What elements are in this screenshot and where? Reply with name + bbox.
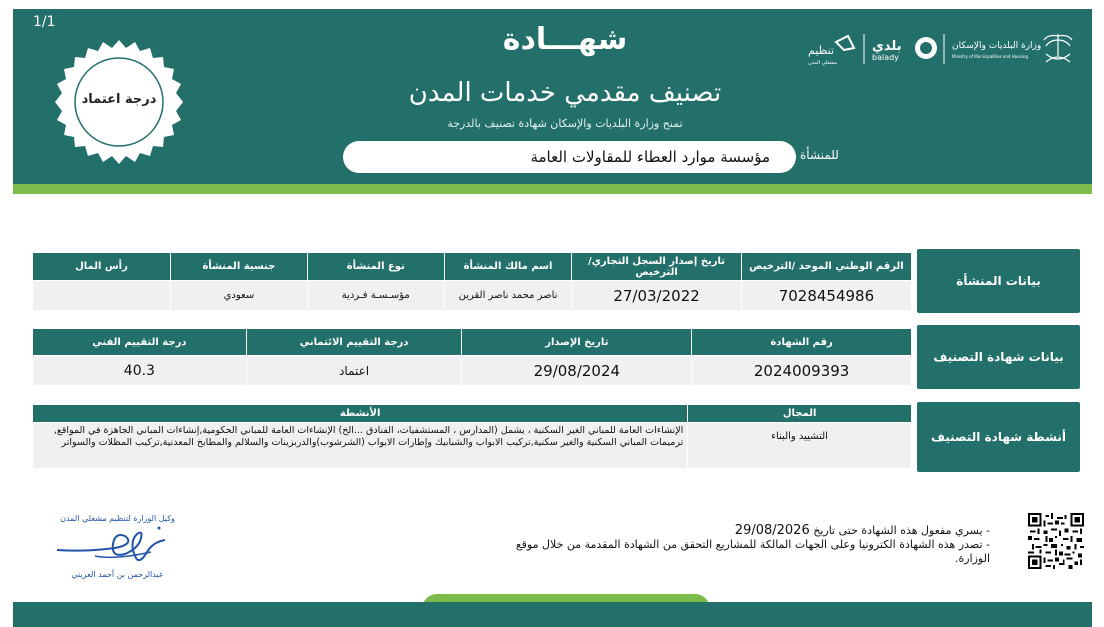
qr-code-icon[interactable]	[1027, 513, 1085, 569]
validity-line	[500, 524, 990, 538]
certificate-subtitle: تصنيف مقدمي خدمات المدن	[408, 78, 722, 108]
header-cr-date: تاريخ إصدار السجل التجاري/ الترخيص	[572, 253, 742, 281]
value-national-number: 7028454986	[741, 281, 911, 311]
balady-logo-subtext: balady	[872, 53, 899, 62]
header-facility-type: نوع المنشأة	[307, 253, 444, 281]
value-facility-type: مؤسـسـة فـردية	[307, 281, 444, 311]
header-facility-nationality: جنسية المنشأة	[170, 253, 307, 281]
header-certificate-number: رقم الشهادة	[692, 329, 912, 356]
header-owner-name: اسم مالك المنشأة	[444, 253, 572, 281]
entity-label: للمنشأة	[800, 148, 839, 162]
seal-label: درجة اعتماد	[81, 92, 157, 107]
signatory-name: عبدالرحمن بن أحمد العريني	[71, 570, 164, 579]
ministry-logo-text: وزارة البلديات والإسكان	[952, 41, 1042, 51]
certificate-note: تمنح وزارة البلديات والإسكان شهادة تصنيف بالدرجة	[447, 117, 683, 130]
signature-icon	[55, 522, 170, 572]
activities-table	[32, 404, 912, 469]
page-number: 1/1	[33, 14, 56, 30]
value-activities: الإنشاءات العامة للمباني الغير السكنية ، يشمل (المدارس ، المستشفيات، الفنادق ...الخ) الإنشاءات العامة للمباني الحكومية,إنشاءات المباني الجاهزة في المواقع, ترميمات المباني السكنية والغير سكنية,تركيب الابواب والشبابيك وإطارات الابواب (الشرشوب)والدربزينات والسلالم والمطابخ المعدنية,تركيب المظلات والسواتر	[33, 423, 688, 469]
value-credit-rating: اعتماد	[246, 356, 462, 386]
footer-bar	[13, 602, 1092, 627]
entity-name-field: مؤسسة موارد العطاء للمقاولات العامة	[343, 141, 796, 173]
certificate-title: شهـــادة	[502, 22, 628, 57]
value-field: التشييد والبناء	[688, 423, 912, 469]
header-logos	[800, 24, 1080, 74]
header-field: المجال	[688, 405, 912, 423]
balady-logo-text: بلدي	[872, 39, 902, 54]
header-national-number: الرقم الوطني الموحد /الترخيص	[741, 253, 911, 281]
header-credit-rating: درجة التقييم الائتماني	[246, 329, 462, 356]
value-capital	[33, 281, 171, 311]
value-technical-rating: 40.3	[33, 356, 247, 386]
ministry-logo-subtext: Ministry of Municipalities and Housing	[952, 54, 1028, 59]
facility-table	[32, 252, 912, 311]
footer-notes	[500, 524, 990, 566]
tanzeem-logo-subtext: مشغلي المدن	[808, 60, 838, 66]
value-cr-date: 27/03/2022	[572, 281, 742, 311]
value-certificate-number: 2024009393	[692, 356, 912, 386]
classification-table	[32, 328, 912, 386]
value-issue-date: 29/08/2024	[462, 356, 692, 386]
verification-notice: - تصدر هذه الشهادة الكترونيا وعلى الجهات المالكة للمشاريع التحقق من الشهادة المقدمة من خلال موقع الوزارة.	[515, 538, 990, 565]
validity-prefix: - يسري مفعول هذه الشهادة حتى تاريخ	[813, 524, 990, 537]
classification-section-label: بيانات شهادة التصنيف	[917, 325, 1080, 389]
value-facility-nationality: سعودي	[170, 281, 307, 311]
tanzeem-logo-text: تنظيم	[808, 44, 835, 57]
header-issue-date: تاريخ الإصدار	[462, 329, 692, 356]
tanzeem-logo-icon	[836, 36, 854, 50]
value-owner-name: ناصر محمد ناصر القرين	[444, 281, 572, 311]
header-accent-band	[13, 184, 1092, 194]
header-technical-rating: درجة التقييم الفني	[33, 329, 247, 356]
activities-section-label: أنشطة شهادة التصنيف	[917, 402, 1080, 472]
palm-swords-emblem-icon	[1044, 34, 1072, 62]
validity-date: 29/08/2026	[734, 523, 810, 538]
facility-section-label: بيانات المنشأة	[917, 249, 1080, 313]
header-capital: رأس المال	[33, 253, 171, 281]
header-activities: الأنشطة	[33, 405, 688, 423]
signatory-title: وكيل الوزارة لتنظيم مشغلي المدن	[60, 514, 175, 523]
